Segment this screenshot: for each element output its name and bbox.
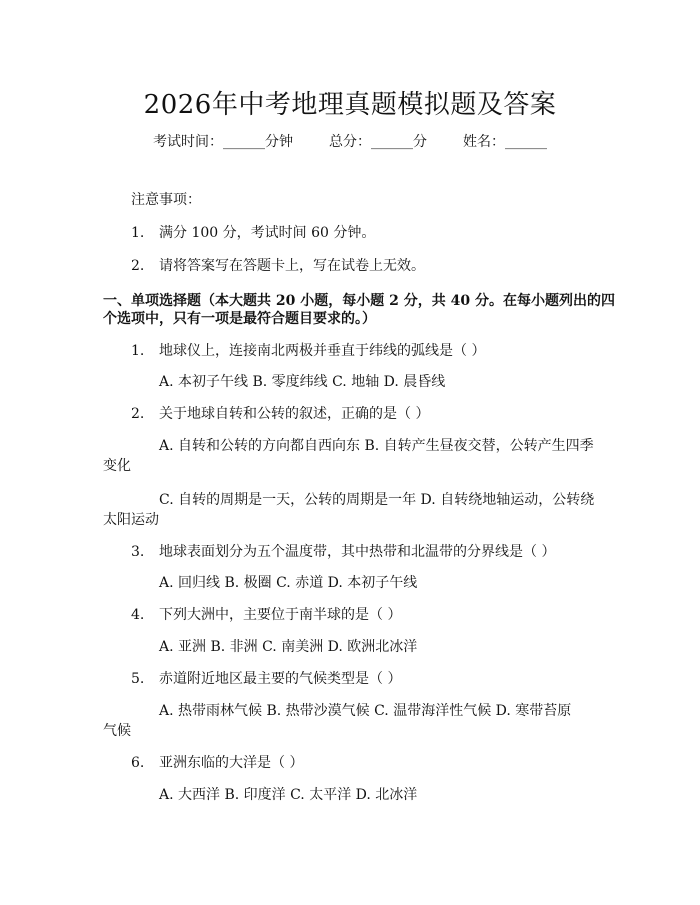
section-heading-line2: 个选项中，只有一项是最符合题目要求的。）	[103, 311, 376, 327]
question-stem	[131, 404, 429, 424]
page-title: 2026年中考地理真题模拟题及答案	[143, 90, 557, 120]
question-options: C. 自转的周期是一天，公转的周期是一年 D. 自转绕地轴运动，公转绕	[159, 492, 595, 508]
question-stem	[131, 605, 401, 625]
question-text: 赤道附近地区最主要的气候类型是（ ）	[159, 671, 402, 687]
question-options-wrap: 变化	[103, 458, 131, 474]
question-stem	[131, 341, 485, 361]
note-number: 2.	[131, 258, 145, 274]
question-text: 下列大洲中，主要位于南半球的是（ ）	[159, 607, 402, 623]
note-item	[131, 256, 425, 276]
exam-time-field: 考试时间：______分钟	[153, 134, 293, 150]
question-number: 4.	[131, 607, 145, 623]
note-item	[131, 223, 375, 243]
question-options: A. 自转和公转的方向都自西向东 B. 自转产生昼夜交替，公转产生四季	[159, 438, 594, 454]
question-number: 2.	[131, 406, 145, 422]
question-number: 3.	[131, 544, 145, 560]
question-stem	[131, 753, 303, 773]
question-options: A. 热带雨林气候 B. 热带沙漠气候 C. 温带海洋性气候 D. 寒带苔原	[159, 703, 572, 719]
exam-meta	[0, 131, 700, 151]
question-text: 亚洲东临的大洋是（ ）	[159, 755, 304, 771]
question-options-wrap: 气候	[103, 723, 131, 739]
question-text: 地球仪上，连接南北两极并垂直于纬线的弧线是（ ）	[159, 343, 486, 359]
question-stem	[131, 669, 401, 689]
note-number: 1.	[131, 225, 145, 241]
note-text: 满分 100 分，考试时间 60 分钟。	[159, 225, 376, 241]
name-field: 姓名：______	[463, 134, 547, 150]
notes-heading: 注意事项：	[131, 192, 201, 208]
question-number: 6.	[131, 755, 145, 771]
question-options: A. 亚洲 B. 非洲 C. 南美洲 D. 欧洲北冰洋	[159, 639, 418, 655]
section-heading-line1: 一、单项选择题（本大题共 20 小题，每小题 2 分，共 40 分。在每小题列出的四	[103, 293, 615, 309]
question-options: A. 本初子午线 B. 零度纬线 C. 地轴 D. 晨昏线	[159, 374, 446, 390]
question-text: 地球表面划分为五个温度带，其中热带和北温带的分界线是（ ）	[159, 544, 556, 560]
total-score-field: 总分：______分	[329, 134, 427, 150]
question-number: 1.	[131, 343, 145, 359]
note-text: 请将答案写在答题卡上，写在试卷上无效。	[159, 258, 425, 274]
question-options: A. 大西洋 B. 印度洋 C. 太平洋 D. 北冰洋	[159, 787, 418, 803]
question-number: 5.	[131, 671, 145, 687]
question-options-wrap: 太阳运动	[103, 512, 159, 528]
question-text: 关于地球自转和公转的叙述，正确的是（ ）	[159, 406, 430, 422]
question-stem	[131, 542, 555, 562]
question-options: A. 回归线 B. 极圈 C. 赤道 D. 本初子午线	[159, 575, 418, 591]
